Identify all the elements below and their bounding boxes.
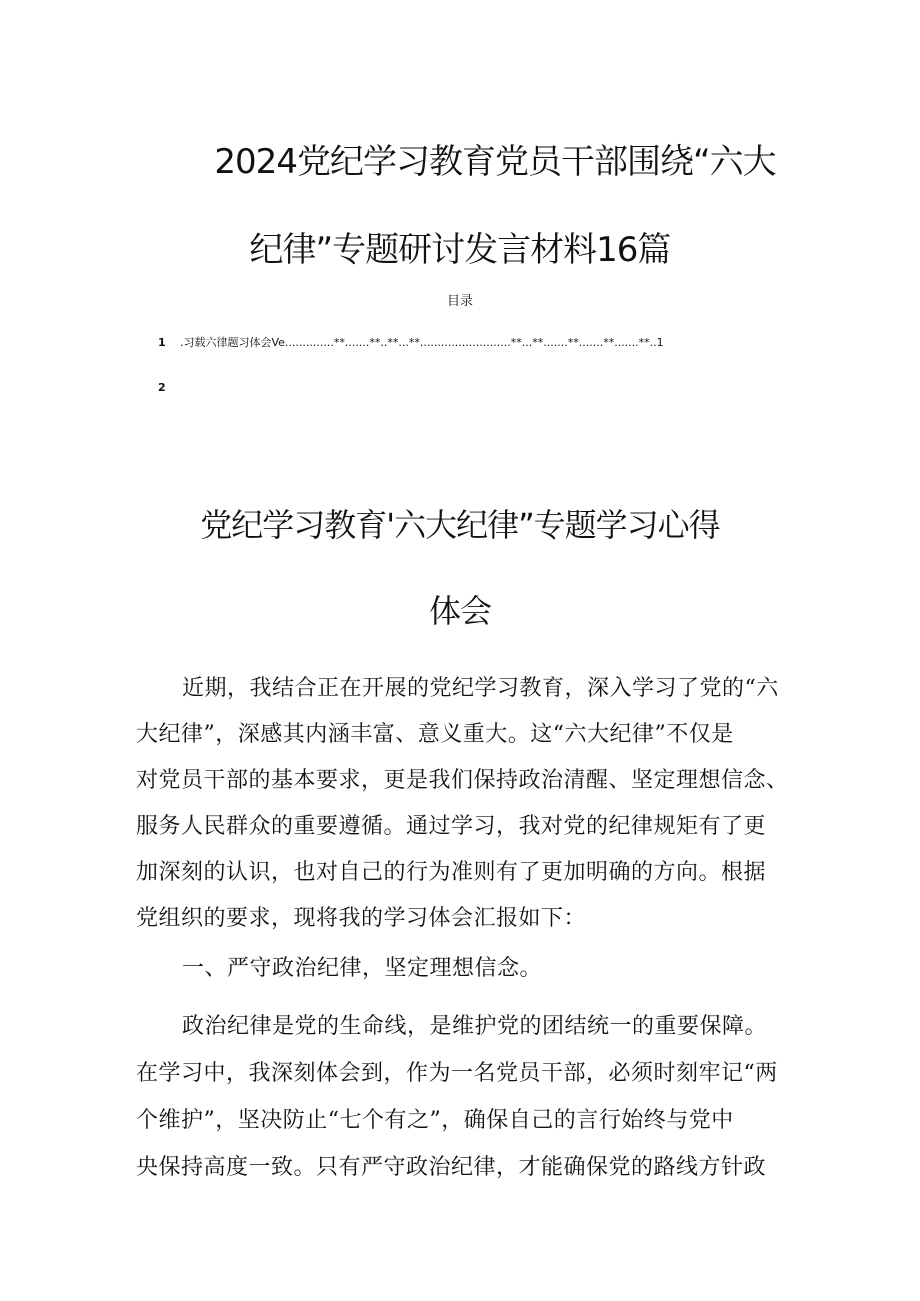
body-line: 服务人民群众的重要遵循。通过学习，我对党的纪律规矩有了更 [136, 814, 767, 839]
body-line: 大纪律”，深感其内涵丰富、意义重大。这“六大纪律”不仅是 [136, 722, 734, 747]
body-line: 政治纪律是党的生命线，是维护党的团结统一的重要保障。 [182, 1014, 768, 1039]
toc-entry-text: .习载六律题习体会Ve..............**.......**..**...**..........................**...**.......**.......**.......**..1 [180, 336, 664, 349]
toc-entry-number: 2 [158, 381, 166, 394]
document-title-line-1: 2024党纪学习教育党员干部围绕“六大 [214, 142, 776, 182]
body-line: 对党员干部的基本要求，更是我们保持政治清醒、坚定理想信念、 [136, 768, 789, 793]
section-heading: 一、严守政治纪律，坚定理想信念。 [182, 956, 543, 981]
document-title-line-2: 纪律”专题研讨发言材料16篇 [249, 230, 671, 270]
section-title-line-1: 党纪学习教育'六大纪律”专题学习心得 [200, 506, 720, 544]
section-title-line-2: 体会 [428, 592, 491, 630]
toc-heading: 目录 [446, 294, 473, 309]
body-line: 央保持高度一致。只有严守政治纪律，才能确保党的路线方针政 [136, 1155, 767, 1180]
body-line: 个维护”，坚决防止“七个有之”，确保自己的言行始终与党中 [136, 1108, 734, 1133]
body-line: 近期，我结合正在开展的党纪学习教育，深入学习了党的“六 [182, 676, 779, 701]
toc-entry-1[interactable] [158, 334, 664, 350]
toc-entry-2[interactable] [158, 381, 180, 394]
toc-entry-number: 1 [158, 336, 166, 349]
body-line: 党组织的要求，现将我的学习体会汇报如下： [136, 906, 587, 931]
body-line: 加深刻的认识，也对自己的行为准则有了更加明确的方向。根据 [136, 860, 767, 885]
body-line: 在学习中，我深刻体会到，作为一名党员干部，必须时刻牢记“两 [136, 1061, 778, 1086]
